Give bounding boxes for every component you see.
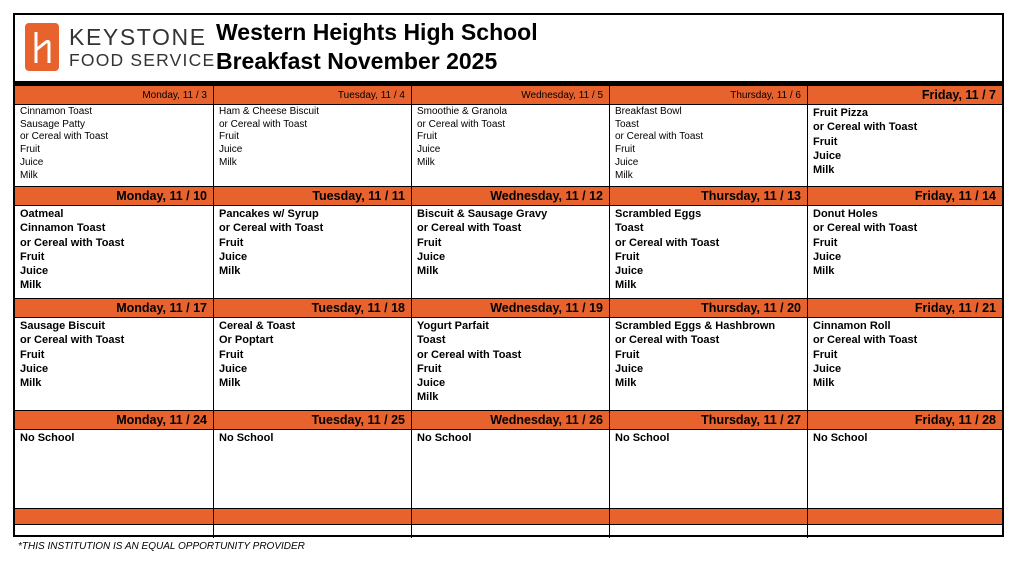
day-header: Friday, 11 / 21 <box>808 299 1002 318</box>
blank-strip <box>610 525 807 538</box>
menu-item: Smoothie & Granola <box>417 106 508 117</box>
menu-item: Milk <box>20 169 38 181</box>
menu-item: Milk <box>615 377 637 390</box>
blank-strip <box>214 525 411 538</box>
menu-item: Scrambled Eggs <box>615 208 702 220</box>
week-row <box>15 86 1002 187</box>
day-header: Friday, 11 / 14 <box>808 187 1002 206</box>
logo-line1: KEYSTONE <box>69 24 207 50</box>
menu-item: Fruit <box>813 348 838 361</box>
menu-item: Fruit <box>615 144 635 156</box>
day-cell <box>610 411 808 508</box>
menu-items <box>214 105 411 171</box>
blank-row <box>15 509 1002 538</box>
menu-item: Cinnamon Roll <box>813 320 891 332</box>
menu-item: Toast <box>615 222 644 235</box>
blank-strip <box>15 525 213 538</box>
day-cell <box>214 187 412 298</box>
menu-item: Juice <box>20 362 49 375</box>
menu-item: Milk <box>219 377 241 390</box>
day-header: Wednesday, 11 / 12 <box>412 187 609 206</box>
menu-item: Juice <box>417 250 446 263</box>
menu-items <box>610 318 807 391</box>
menu-items <box>214 430 411 446</box>
calendar-grid <box>15 86 1002 538</box>
day-header: Tuesday, 11 / 4 <box>214 86 411 105</box>
day-cell <box>214 411 412 508</box>
menu-items <box>610 105 807 183</box>
menu-item: or Cereal with Toast <box>417 222 522 235</box>
menu-item: Pancakes w/ Syrup <box>219 208 319 220</box>
day-cell <box>412 187 610 298</box>
menu-item: or Cereal with Toast <box>417 348 522 361</box>
menu-item: Milk <box>417 391 439 404</box>
menu-item: Cereal & Toast <box>219 320 296 332</box>
menu-item: No School <box>20 432 75 444</box>
day-header: Thursday, 11 / 20 <box>610 299 807 318</box>
menu-items <box>15 105 213 183</box>
blank-strip <box>412 525 609 538</box>
menu-items <box>15 318 213 391</box>
menu-item: or Cereal with Toast <box>20 236 125 249</box>
menu-item: or Cereal with Toast <box>813 121 918 134</box>
day-cell <box>610 86 808 186</box>
day-header: Wednesday, 11 / 19 <box>412 299 609 318</box>
menu-items <box>610 430 807 446</box>
menu-item: Milk <box>417 156 435 168</box>
title-month: Breakfast November 2025 <box>216 48 498 74</box>
menu-item: Oatmeal <box>20 208 64 220</box>
menu-calendar <box>13 13 1004 537</box>
menu-item: Milk <box>813 164 835 177</box>
week-row <box>15 411 1002 509</box>
blank-band <box>214 509 411 525</box>
menu-item: Fruit <box>615 250 640 263</box>
menu-item: Juice <box>20 265 49 278</box>
menu-items <box>214 206 411 279</box>
day-header: Tuesday, 11 / 25 <box>214 411 411 430</box>
menu-item: Breakfast Bowl <box>615 106 682 117</box>
page-title <box>216 18 538 76</box>
menu-item: Fruit <box>813 236 838 249</box>
day-cell <box>214 299 412 410</box>
week-row <box>15 299 1002 411</box>
menu-item: Milk <box>813 377 835 390</box>
menu-item: Milk <box>615 169 633 181</box>
menu-item: or Cereal with Toast <box>219 222 324 235</box>
menu-items <box>412 206 609 279</box>
menu-item: Donut Holes <box>813 208 878 220</box>
menu-item: Milk <box>615 279 637 292</box>
menu-item: Juice <box>615 362 644 375</box>
menu-item: Fruit <box>219 131 239 143</box>
menu-item: Juice <box>615 156 639 168</box>
menu-item: Juice <box>219 250 248 263</box>
keystone-logo <box>25 23 215 73</box>
menu-item: Juice <box>417 377 446 390</box>
blank-band <box>610 509 807 525</box>
day-cell <box>610 299 808 410</box>
menu-item: Juice <box>219 362 248 375</box>
menu-item: No School <box>417 432 472 444</box>
menu-item: No School <box>615 432 670 444</box>
menu-item: or Cereal with Toast <box>615 334 720 347</box>
day-header: Monday, 11 / 17 <box>15 299 213 318</box>
menu-items <box>15 206 213 294</box>
day-header: Wednesday, 11 / 5 <box>412 86 609 105</box>
menu-item: Fruit <box>219 348 244 361</box>
menu-item: Milk <box>219 265 241 278</box>
menu-item: Fruit <box>20 348 45 361</box>
menu-item: or Cereal with Toast <box>20 131 109 143</box>
day-header: Tuesday, 11 / 18 <box>214 299 411 318</box>
menu-item: Cinnamon Toast <box>20 222 106 235</box>
menu-item: or Cereal with Toast <box>615 131 704 143</box>
blank-band <box>15 509 213 525</box>
menu-items <box>808 430 1002 446</box>
menu-item: Or Poptart <box>219 334 274 347</box>
menu-item: or Cereal with Toast <box>219 118 308 130</box>
menu-item: Toast <box>615 118 639 130</box>
menu-item: Milk <box>417 265 439 278</box>
menu-item: Ham & Cheese Biscuit <box>219 106 320 117</box>
day-cell <box>808 86 1002 186</box>
menu-item: No School <box>219 432 274 444</box>
menu-item: Sausage Patty <box>20 118 86 130</box>
day-header: Friday, 11 / 7 <box>808 86 1002 105</box>
menu-item: Milk <box>219 156 237 168</box>
title-school: Western Heights High School <box>216 19 538 45</box>
header <box>15 15 1002 86</box>
menu-item: Juice <box>615 265 644 278</box>
day-cell <box>412 411 610 508</box>
menu-items <box>412 430 609 446</box>
menu-item: Juice <box>813 362 842 375</box>
day-header: Monday, 11 / 3 <box>15 86 213 105</box>
menu-item: Juice <box>813 250 842 263</box>
footer-note: *THIS INSTITUTION IS AN EQUAL OPPORTUNITY PROVIDER <box>18 541 305 552</box>
menu-items <box>808 105 1002 178</box>
menu-item: Fruit <box>417 362 442 375</box>
menu-item: or Cereal with Toast <box>20 334 125 347</box>
menu-item: or Cereal with Toast <box>615 236 720 249</box>
day-cell <box>412 299 610 410</box>
day-header: Thursday, 11 / 6 <box>610 86 807 105</box>
blank-cell <box>214 509 412 538</box>
day-header: Monday, 11 / 10 <box>15 187 213 206</box>
menu-item: Milk <box>20 377 42 390</box>
keystone-k-icon <box>25 23 59 71</box>
menu-item: Cinnamon Toast <box>20 106 93 117</box>
menu-items <box>808 206 1002 279</box>
day-header: Tuesday, 11 / 11 <box>214 187 411 206</box>
day-cell <box>15 86 214 186</box>
menu-item: Scrambled Eggs & Hashbrown <box>615 320 776 332</box>
menu-items <box>412 318 609 406</box>
day-header: Wednesday, 11 / 26 <box>412 411 609 430</box>
blank-cell <box>808 509 1002 538</box>
menu-items <box>610 206 807 294</box>
menu-item: Fruit <box>20 250 45 263</box>
menu-item: Fruit <box>813 135 838 148</box>
day-cell <box>412 86 610 186</box>
blank-band <box>412 509 609 525</box>
menu-item: Juice <box>813 149 842 162</box>
menu-item: No School <box>813 432 868 444</box>
day-header: Thursday, 11 / 27 <box>610 411 807 430</box>
menu-item: Toast <box>417 334 446 347</box>
blank-strip <box>808 525 1002 538</box>
menu-item: Fruit <box>219 236 244 249</box>
blank-cell <box>412 509 610 538</box>
day-header: Friday, 11 / 28 <box>808 411 1002 430</box>
week-row <box>15 187 1002 299</box>
menu-item: or Cereal with Toast <box>813 334 918 347</box>
menu-item: Juice <box>417 144 441 156</box>
menu-item: Biscuit & Sausage Gravy <box>417 208 548 220</box>
blank-band <box>808 509 1002 525</box>
menu-items <box>214 318 411 391</box>
menu-item: Fruit <box>417 236 442 249</box>
menu-item: Milk <box>20 279 42 292</box>
day-cell <box>15 411 214 508</box>
day-cell <box>15 187 214 298</box>
menu-item: Juice <box>219 144 243 156</box>
day-cell <box>808 411 1002 508</box>
blank-cell <box>15 509 214 538</box>
day-header: Thursday, 11 / 13 <box>610 187 807 206</box>
menu-item: Fruit <box>20 144 40 156</box>
menu-item: Fruit Pizza <box>813 107 869 119</box>
menu-item: Fruit <box>417 131 437 143</box>
day-cell <box>610 187 808 298</box>
day-cell <box>214 86 412 186</box>
menu-items <box>15 430 213 446</box>
blank-cell <box>610 509 808 538</box>
menu-item: Juice <box>20 156 44 168</box>
menu-item: or Cereal with Toast <box>417 118 506 130</box>
day-cell <box>15 299 214 410</box>
menu-items <box>412 105 609 171</box>
menu-item: Yogurt Parfait <box>417 320 489 332</box>
day-header: Monday, 11 / 24 <box>15 411 213 430</box>
menu-item: Fruit <box>615 348 640 361</box>
menu-items <box>808 318 1002 391</box>
menu-item: Milk <box>813 265 835 278</box>
day-cell <box>808 187 1002 298</box>
day-cell <box>808 299 1002 410</box>
logo-line2: FOOD SERVICE <box>69 50 216 70</box>
menu-item: or Cereal with Toast <box>813 222 918 235</box>
menu-item: Sausage Biscuit <box>20 320 105 332</box>
